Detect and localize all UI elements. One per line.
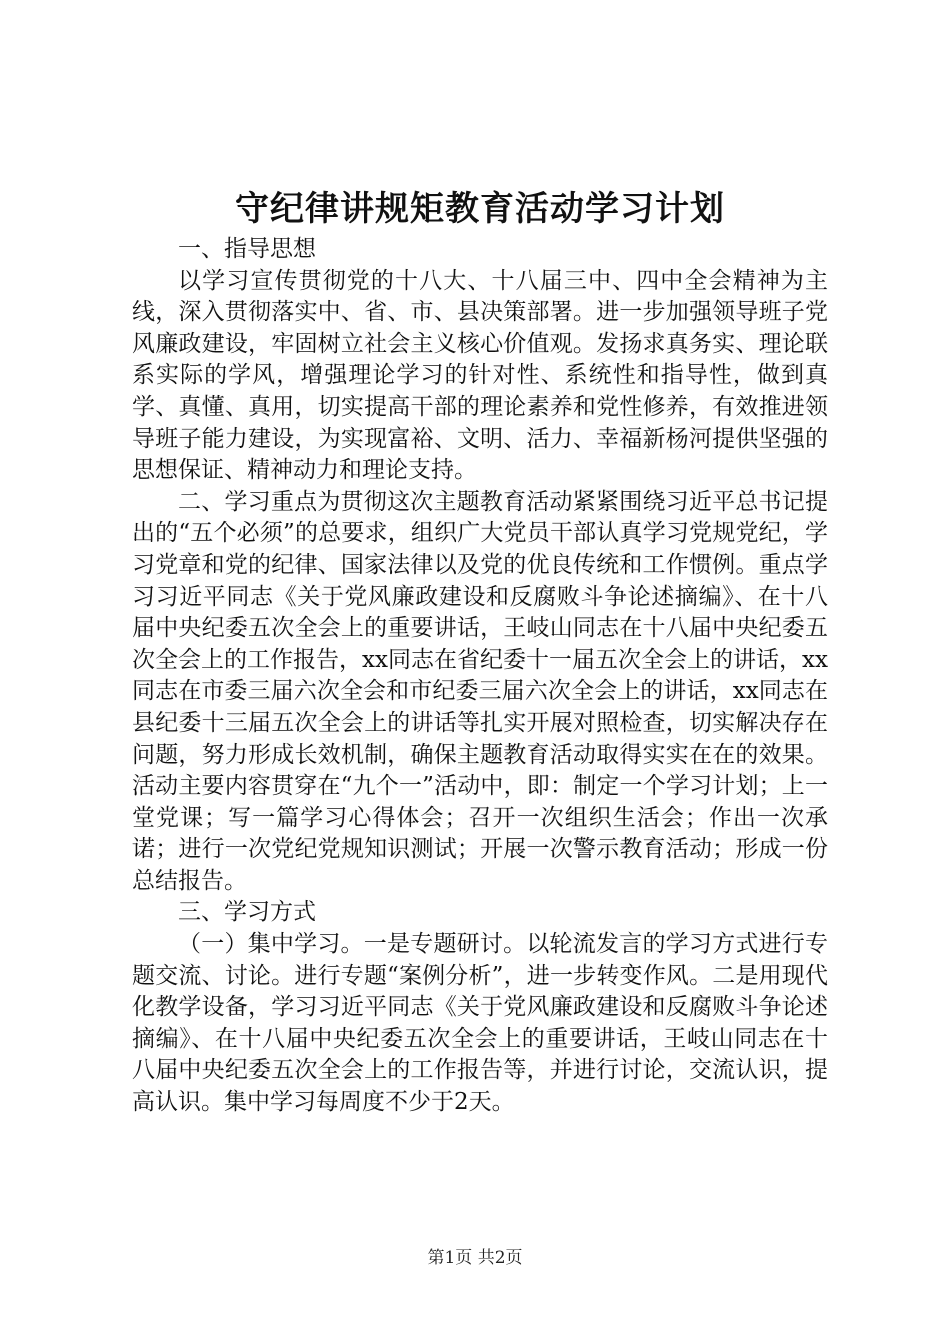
section-heading-guiding-ideology: 一、指导思想 xyxy=(178,236,316,262)
section-heading-study-method: 三、学习方式 xyxy=(178,899,316,926)
paragraph-centralized-study: （一）集中学习。一是专题研讨。以轮流发言的学习方式进行专题交流、讨论。进行专题“案例分析”，进一步转变作风。二是用现代化教学设备，学习习近平同志《关于党风廉政建设和反腐败斗争论述摘编》、在十八届中央纪委五次全会上的重要讲话，王岐山同志在十八届中央纪委五次全会上的工作报告等，并进行讨论，交流认识，提高认识。集中学习每周度不少于2天。 xyxy=(132,931,828,1116)
paragraph-study-focus: 二、学习重点为贯彻这次主题教育活动紧紧围绕习近平总书记提出的“五个必须”的总要求，组织广大党员干部认真学习党规党纪，学习党章和党的纪律、国家法律以及党的优良传统和工作惯例。重点学习习近平同志《关于党风廉政建设和反腐败斗争论述摘编》、在十八届中央纪委五次全会上的重要讲话，王岐山同志在十八届中央纪委五次全会上的工作报告，xx同志在省纪委十一届五次全会上的讲话，xx同志在市委三届六次全会和市纪委三届六次全会上的讲话，xx同志在县纪委十三届五次全会上的讲话等扎实开展对照检查，切实解决存在问题，努力形成长效机制，确保主题教育活动取得实实在在的效果。活动主要内容贯穿在“九个一”活动中，即：制定一个学习计划；上一堂党课；写一篇学习心得体会；召开一次组织生活会；作出一次承诺；进行一次党纪党规知识测试；开展一次警示教育活动；形成一份总结报告。 xyxy=(132,488,828,894)
page-number-footer: 第1页 共2页 xyxy=(427,1248,523,1268)
paragraph-guiding-ideology: 以学习宣传贯彻党的十八大、十八届三中、四中全会精神为主线，深入贯彻落实中、省、市、县决策部署。进一步加强领导班子党风廉政建设，牢固树立社会主义核心价值观。发扬求真务实、理论联系实际的学风，增强理论学习的针对性、系统性和指导性，做到真学、真懂、真用，切实提高干部的理论素养和党性修养，有效推进领导班子能力建设，为实现富裕、文明、活力、幸福新杨河提供坚强的思想保证、精神动力和理论支持。 xyxy=(132,267,828,484)
document-title: 守纪律讲规矩教育活动学习计划 xyxy=(235,189,725,229)
document-body xyxy=(132,184,828,1119)
